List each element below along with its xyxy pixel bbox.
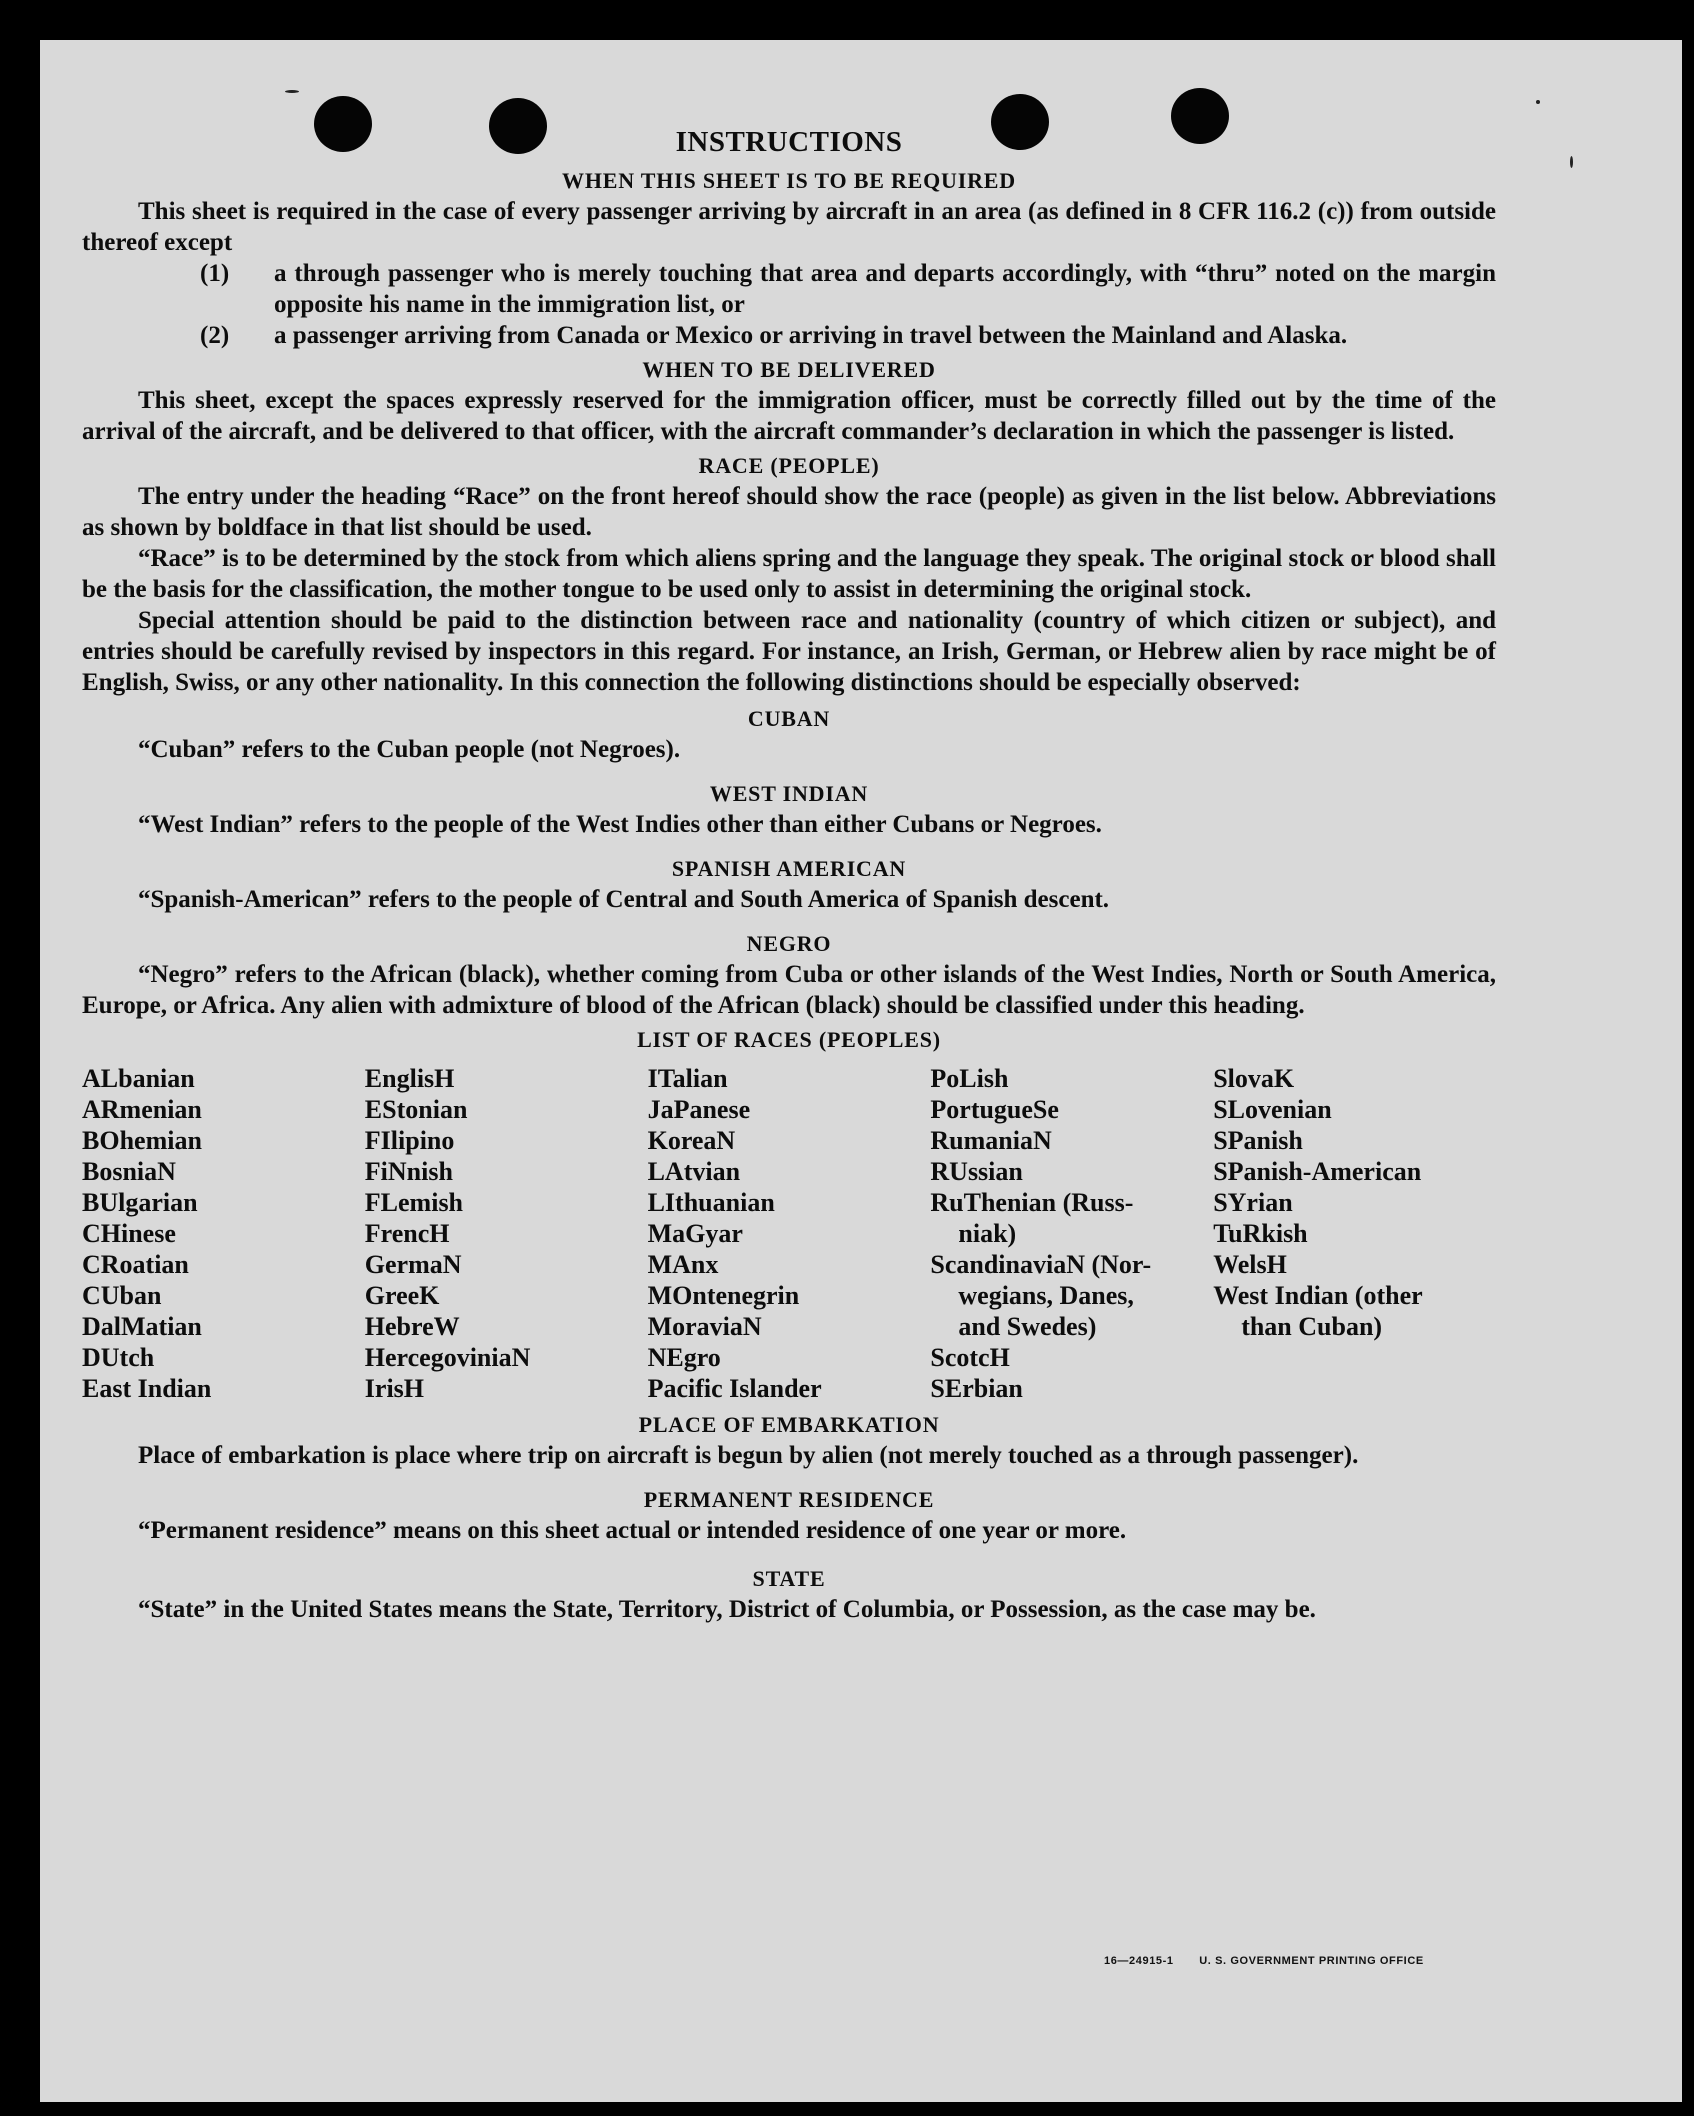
- race-entry: West Indian (other: [1213, 1281, 1423, 1310]
- exception-item: [200, 320, 1496, 351]
- race-entry: BUlgarian: [82, 1188, 198, 1217]
- race-entry: JaPanese: [647, 1095, 751, 1124]
- race-entry: BosniaN: [82, 1157, 176, 1186]
- section-heading-west-indian: WEST INDIAN: [709, 781, 869, 806]
- race-entry: RUssian: [930, 1157, 1023, 1186]
- race-entry: DUtch: [82, 1343, 155, 1372]
- race-entry: ScandinaviaN (Nor-: [930, 1250, 1152, 1279]
- race-entry: MOntenegrin: [647, 1281, 800, 1310]
- race-entry: EnglisH: [364, 1064, 455, 1093]
- race-entry: DalMatian: [82, 1312, 202, 1341]
- race-entry: HebreW: [364, 1312, 460, 1341]
- scan-speck: [285, 90, 299, 93]
- section-heading-residence: PERMANENT RESIDENCE: [643, 1487, 935, 1512]
- race-entry: GreeK: [364, 1281, 440, 1310]
- race-entry: LAtvian: [647, 1157, 741, 1186]
- race-entry: East Indian: [82, 1374, 212, 1403]
- race-column: [82, 1063, 365, 1404]
- section-text-negro: “Negro” refers to the African (black), whether coming from Cuba or other islands of the West Indies, North or South America, Europe, or Africa. Any alien with admixture of blood of the African (black) should be classified under this heading.: [82, 961, 1496, 1019]
- section-text-residence: “Permanent residence” means on this sheet actual or intended residence of one year or more.: [138, 1517, 1127, 1544]
- race-entry: ScotcH: [930, 1343, 1010, 1372]
- race-entry: MaGyar: [647, 1219, 743, 1248]
- race-entry: CUban: [82, 1281, 162, 1310]
- section-text-required: This sheet is required in the case of every passenger arriving by aircraft in an area (as defined in 8 CFR 116.2 (c)) from outside thereof except: [82, 198, 1496, 256]
- exception-number: (1): [200, 260, 230, 287]
- section-heading-required: WHEN THIS SHEET IS TO BE REQUIRED: [562, 168, 1016, 193]
- race-entry: IrisH: [364, 1374, 425, 1403]
- race-entry: SLovenian: [1213, 1095, 1332, 1124]
- race-entry: RuThenian (Russ-: [930, 1188, 1134, 1217]
- race-entry: ARmenian: [82, 1095, 202, 1124]
- race-paragraph: Special attention should be paid to the distinction between race and nationality (country of which citizen or subject), and entries should be carefully revised by inspectors in this regard. For instance, an Irish, German, or Hebrew alien by race might be of English, Swiss, or any other nationality. In this connection the following distinctions should be especially observed:: [82, 607, 1496, 696]
- race-entry: SPanish-American: [1213, 1157, 1422, 1186]
- race-column: [930, 1063, 1213, 1404]
- race-entry: PortugueSe: [930, 1095, 1059, 1124]
- race-entry: MoraviaN: [647, 1312, 762, 1341]
- race-entry: RumaniaN: [930, 1126, 1052, 1155]
- race-entry: and Swedes): [958, 1312, 1097, 1341]
- race-column: [365, 1063, 648, 1404]
- race-list: [82, 1063, 1496, 1404]
- race-entry: BOhemian: [82, 1126, 202, 1155]
- page-title: INSTRUCTIONS: [675, 126, 903, 158]
- section-heading-state: STATE: [752, 1566, 826, 1591]
- exception-item: [200, 258, 1496, 320]
- section-heading-embarkation: PLACE OF EMBARKATION: [638, 1412, 940, 1437]
- exception-number: (2): [200, 322, 230, 349]
- race-entry: SYrian: [1213, 1188, 1293, 1217]
- section-text-cuban: “Cuban” refers to the Cuban people (not Negroes).: [138, 736, 681, 763]
- race-entry: niak): [958, 1219, 1017, 1248]
- race-entry: KoreaN: [647, 1126, 736, 1155]
- race-entry: FiNnish: [364, 1157, 453, 1186]
- race-paragraph: The entry under the heading “Race” on the front hereof should show the race (people) as given in the list below. Abbreviations as shown by boldface in that list should be used.: [82, 483, 1496, 541]
- race-entry: NEgro: [647, 1343, 721, 1372]
- race-entry: EStonian: [364, 1095, 468, 1124]
- race-entry: HercegoviniaN: [364, 1343, 531, 1372]
- race-entry: ALbanian: [82, 1064, 195, 1093]
- section-heading-cuban: CUBAN: [747, 706, 831, 731]
- section-text-embarkation: Place of embarkation is place where trip on aircraft is begun by alien (not merely touched as a through passenger).: [138, 1442, 1359, 1469]
- section-heading-delivered: WHEN TO BE DELIVERED: [642, 357, 936, 382]
- race-entry: FLemish: [364, 1188, 464, 1217]
- printer-imprint: U. S. GOVERNMENT PRINTING OFFICE: [1199, 1955, 1424, 1967]
- form-number: 16—24915-1: [1104, 1955, 1174, 1967]
- race-column: [648, 1063, 931, 1404]
- race-entry: FrencH: [364, 1219, 450, 1248]
- race-entry: LIthuanian: [647, 1188, 775, 1217]
- scan-speck: [1570, 156, 1573, 168]
- race-entry: SlovaK: [1213, 1064, 1295, 1093]
- race-entry: Pacific Islander: [647, 1374, 822, 1403]
- exception-text: a passenger arriving from Canada or Mexico or arriving in travel between the Mainland and Alaska.: [274, 322, 1348, 349]
- section-text-spanish-american: “Spanish-American” refers to the people of Central and South America of Spanish descent.: [138, 886, 1110, 913]
- race-entry: GermaN: [364, 1250, 462, 1279]
- race-entry: wegians, Danes,: [958, 1281, 1134, 1310]
- exception-text: a through passenger who is merely touching that area and departs accordingly, with “thru” noted on the margin opposite his name in the immigration list, or: [274, 260, 1496, 318]
- race-entry: WelsH: [1213, 1250, 1287, 1279]
- race-entry: ITalian: [647, 1064, 728, 1093]
- section-heading-negro: NEGRO: [746, 931, 832, 956]
- race-entry: TuRkish: [1213, 1219, 1308, 1248]
- race-entry: PoLish: [930, 1064, 1009, 1093]
- race-paragraph: “Race” is to be determined by the stock from which aliens spring and the language they speak. The original stock or blood shall be the basis for the classification, the mother tongue to be used only to assist in determining the original stock.: [82, 545, 1496, 603]
- scan-speck: [1536, 100, 1540, 104]
- race-entry: MAnx: [647, 1250, 719, 1279]
- race-entry: SErbian: [930, 1374, 1023, 1403]
- section-heading-spanish-american: SPANISH AMERICAN: [671, 856, 907, 881]
- section-text-delivered: This sheet, except the spaces expressly reserved for the immigration officer, must be correctly filled out by the time of the arrival of the aircraft, and be delivered to that officer, with the aircraft commander’s declaration in which the passenger is listed.: [82, 387, 1496, 445]
- form-footer: [1104, 1955, 1424, 1967]
- race-entry: CHinese: [82, 1219, 176, 1248]
- race-entry: SPanish: [1213, 1126, 1303, 1155]
- section-text-west-indian: “West Indian” refers to the people of the West Indies other than either Cubans or Negroes.: [138, 811, 1102, 838]
- race-entry: FIlipino: [364, 1126, 455, 1155]
- race-column: [1213, 1063, 1496, 1404]
- instructions-content: [82, 122, 1496, 1625]
- section-text-state: “State” in the United States means the State, Territory, District of Columbia, or Possession, as the case may be.: [138, 1596, 1316, 1623]
- race-entry: CRoatian: [82, 1250, 189, 1279]
- section-heading-list: LIST OF RACES (PEOPLES): [637, 1027, 941, 1052]
- race-entry: than Cuban): [1241, 1312, 1383, 1341]
- section-heading-race: RACE (PEOPLE): [698, 453, 880, 478]
